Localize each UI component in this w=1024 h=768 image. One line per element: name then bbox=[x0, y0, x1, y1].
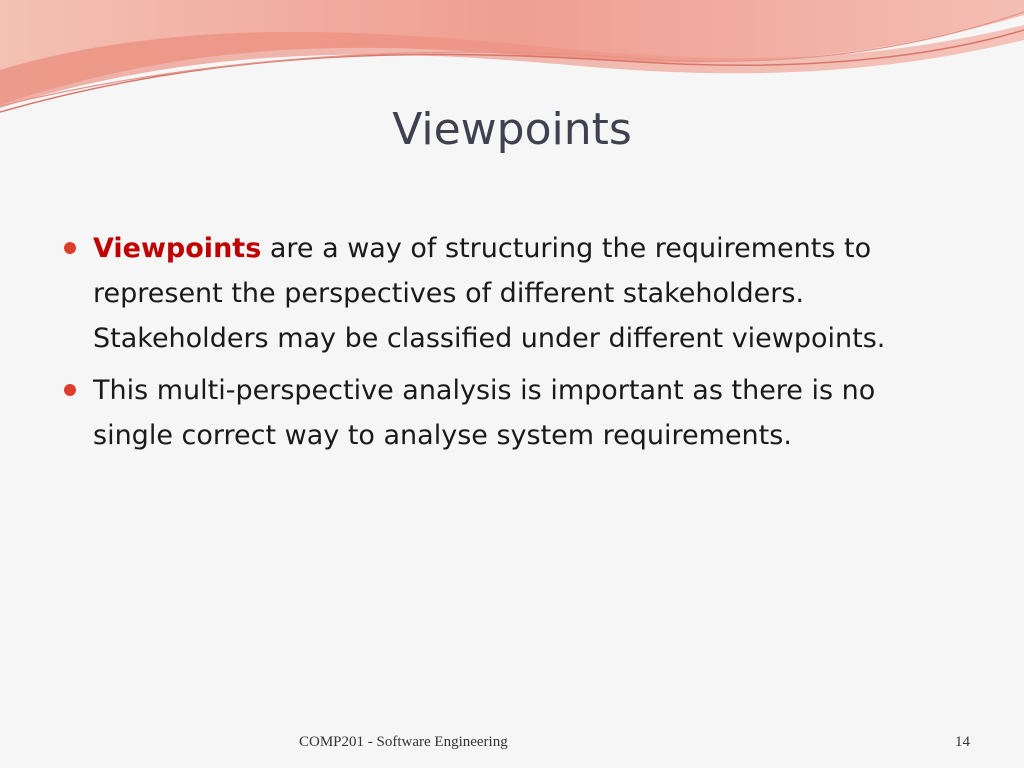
bullet-dot-icon bbox=[64, 242, 76, 254]
bullet-item bbox=[62, 368, 962, 458]
bullet-highlight: Viewpoints bbox=[93, 233, 262, 264]
page-number: 14 bbox=[955, 734, 970, 750]
bullet-list bbox=[62, 226, 962, 465]
bullet-dot-icon bbox=[64, 384, 76, 396]
bullet-text: are a way of structuring the requirements to represent the perspectives of different stakeholders. Stakeholders may be classified under different viewpoints. bbox=[93, 233, 886, 354]
bullet-item bbox=[62, 226, 962, 361]
slide-title: Viewpoints bbox=[392, 104, 632, 155]
footer-course-label: COMP201 - Software Engineering bbox=[299, 734, 508, 750]
bullet-text: This multi-perspective analysis is important as there is no single correct way to analyse system requirements. bbox=[93, 375, 876, 451]
